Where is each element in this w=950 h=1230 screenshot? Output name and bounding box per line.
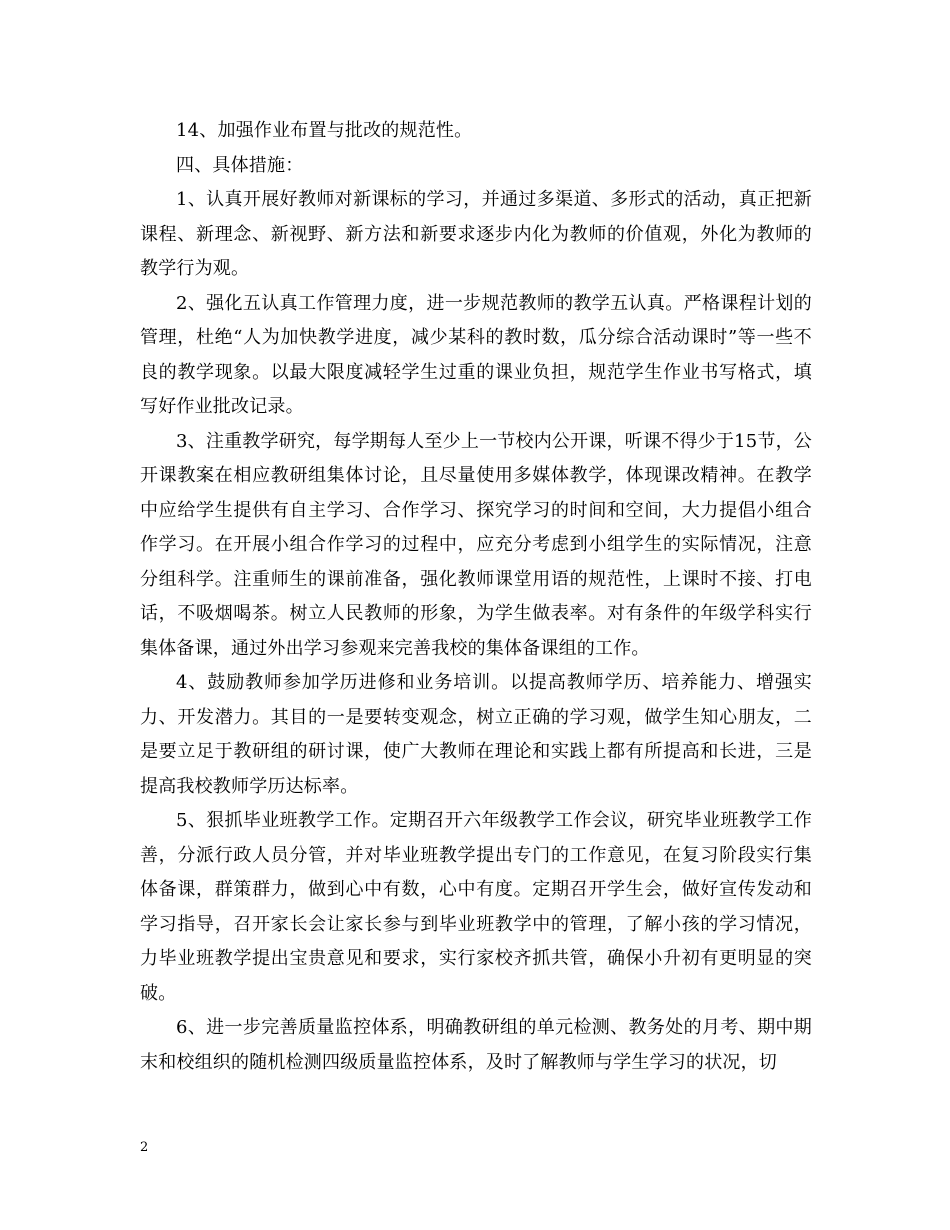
document-body <box>140 114 812 1080</box>
page-number: 2 <box>140 1140 149 1155</box>
paragraph-measure-3: 3、注重教学研究，每学期每人至少上一节校内公开课，听课不得少于15节，公开课教案在相应教研组集体讨论，且尽量使用多媒体教学，体现课改精神。在教学中应给学生提供有自主学习、合作学习、探究学习的时间和空间，大力提倡小组合作学习。在开展小组合作学习的过程中，应充分考虑到小组学生的实际情况，注意分组科学。注重师生的课前准备，强化教师课堂用语的规范性，上课时不接、打电话，不吸烟喝茶。树立人民教师的形象，为学生做表率。对有条件的年级学科实行集体备课，通过外出学习参观来完善我校的集体备课组的工作。 <box>140 430 812 659</box>
paragraph-measure-4: 4、鼓励教师参加学历进修和业务培训。以提高教师学历、培养能力、增强实力、开发潜力。其目的一是要转变观念，树立正确的学习观，做学生知心朋友，二是要立足于教研组的研讨课，使广大教师在理论和实践上都有所提高和长进，三是提高我校教师学历达标率。 <box>140 672 812 797</box>
paragraph-measure-1: 1、认真开展好教师对新课标的学习，并通过多渠道、多形式的活动，真正把新课程、新理念、新视野、新方法和新要求逐步内化为教师的价值观，外化为教师的教学行为观。 <box>140 189 812 279</box>
paragraph-measure-2: 2、强化五认真工作管理力度，进一步规范教师的教学五认真。严格课程计划的管理，杜绝“人为加快教学进度，减少某科的教时数，瓜分综合活动课时”等一些不良的教学现象。以最大限度减轻学生过重的课业负担，规范学生作业书写格式，填写好作业批改记录。 <box>140 292 812 417</box>
paragraph-item-14: 14、加强作业布置与批改的规范性。 <box>176 120 473 141</box>
paragraph-measure-6: 6、进一步完善质量监控体系，明确教研组的单元检测、教务处的月考、期中期末和校组织的随机检测四级质量监控体系，及时了解教师与学生学习的状况，切 <box>140 1017 812 1073</box>
paragraph-measure-5: 5、狠抓毕业班教学工作。定期召开六年级教学工作会议，研究毕业班教学工作善，分派行政人员分管，并对毕业班教学提出专门的工作意见，在复习阶段实行集体备课，群策群力，做到心中有数，心中有度。定期召开学生会，做好宣传发动和学习指导，召开家长会让家长参与到毕业班教学中的管理，了解小孩的学习情况，力毕业班教学提出宝贵意见和要求，实行家校齐抓共管，确保小升初有更明显的突破。 <box>140 810 812 1004</box>
section-heading-measures: 四、具体措施： <box>176 154 304 176</box>
